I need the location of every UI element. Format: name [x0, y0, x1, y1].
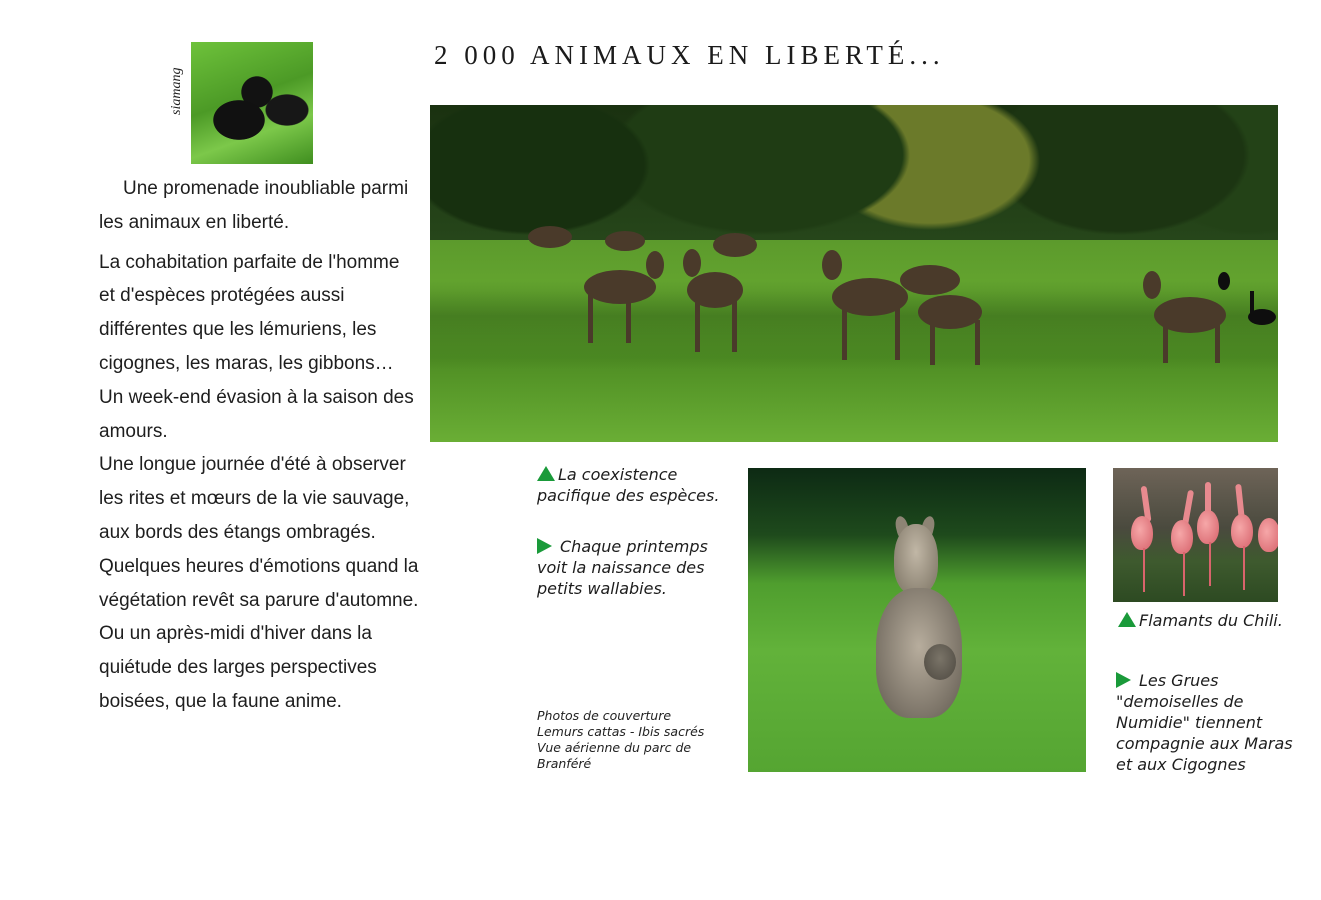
credits-line: Lemurs cattas - Ibis sacrés — [537, 724, 705, 739]
intro-paragraph: Une promenade inoubliable parmi les animaux en liberté. — [99, 178, 409, 233]
caption-coexistence-text: La coexistence pacifique des espèces. — [537, 465, 720, 505]
flamingo-photo — [1113, 468, 1278, 602]
flamingo-leg — [1183, 552, 1185, 596]
flamingo — [1197, 510, 1219, 544]
deer-meadow-photo — [430, 105, 1278, 442]
wallaby-head — [894, 524, 938, 594]
intro-paragraph: Ou un après-midi d'hiver dans la quiétude des larges perspectives boisées, que la faune anime. — [99, 623, 377, 712]
photo-credits — [537, 708, 737, 772]
flamingo — [1171, 520, 1193, 554]
siamang-photo — [191, 42, 313, 164]
intro-text — [99, 172, 419, 719]
caption-grues — [1116, 670, 1296, 775]
triangle-right-icon — [537, 538, 552, 554]
caption-wallabies — [537, 536, 737, 599]
credits-line: Photos de couverture — [537, 708, 672, 723]
caption-flamants-text: Flamants du Chili. — [1139, 611, 1283, 630]
flamingo-leg — [1209, 542, 1211, 586]
flamingo — [1258, 518, 1278, 552]
wallaby-photo — [748, 468, 1086, 772]
triangle-up-icon — [1118, 612, 1136, 627]
credits-line: Branféré — [537, 756, 592, 771]
caption-grues-text: Les Grues "demoiselles de Numidie" tiennent compagnie aux Maras et aux Cigognes — [1116, 671, 1293, 774]
triangle-right-icon — [1116, 672, 1131, 688]
deer-herd — [430, 105, 1278, 442]
credits-line: Vue aérienne du parc de — [537, 740, 692, 755]
siamang-photo-label: siamang — [169, 67, 184, 115]
caption-flamants — [1118, 610, 1288, 631]
caption-coexistence — [537, 464, 737, 506]
wallaby-joey — [924, 644, 956, 680]
flamingo — [1131, 516, 1153, 550]
caption-wallabies-text: Chaque printemps voit la naissance des petits wallabies. — [537, 537, 708, 598]
page-title: 2 000 ANIMAUX EN LIBERTÉ... — [434, 40, 945, 70]
flamingo-leg — [1243, 546, 1245, 590]
intro-paragraph: Un week-end évasion à la saison des amours. — [99, 386, 414, 442]
intro-paragraph: Une longue journée d'été à observer les rites et mœurs de la vie sauvage, aux bords des étangs ombragés. — [99, 454, 410, 543]
flamingo — [1231, 514, 1253, 548]
intro-paragraph: Quelques heures d'émotions quand la végétation revêt sa parure d'automne. — [99, 555, 419, 611]
triangle-up-icon — [537, 466, 555, 481]
intro-paragraph: La cohabitation parfaite de l'homme et d'espèces protégées aussi différentes que les lémuriens, les cigognes, les maras, les gibbons… — [99, 251, 400, 374]
flamingo-leg — [1143, 548, 1145, 592]
